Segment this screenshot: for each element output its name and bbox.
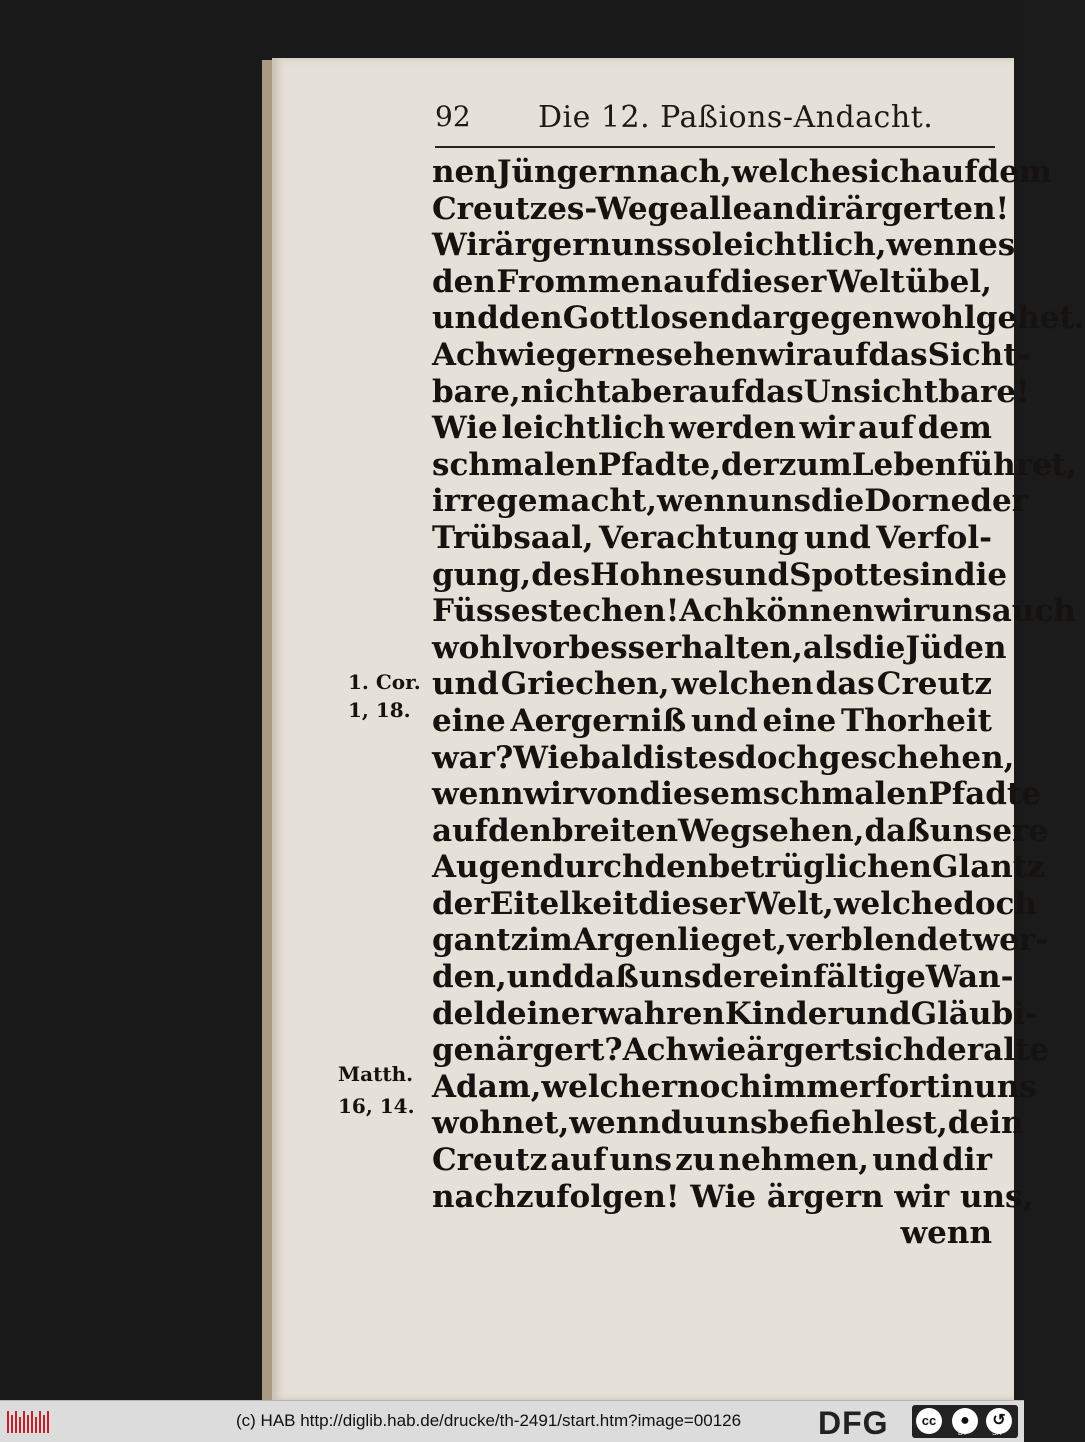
body-line: Füsse stechen! Ach können wir uns auch xyxy=(432,593,1076,630)
body-line: Adam, welcher noch immerfort in uns xyxy=(432,1068,1037,1105)
body-line: Creutzes-Wege alle an dir ärgerten! xyxy=(432,190,1010,227)
margin-note-matth-1: Matth. xyxy=(338,1062,414,1086)
body-line: den Frommen auf dieser Welt übel, xyxy=(432,263,992,300)
by-label: BY xyxy=(958,1430,968,1437)
body-line: eine Aergerniß und eine Thorheit xyxy=(432,702,992,739)
body-line: del deiner wahren Kinder und Gläubi- xyxy=(432,995,1038,1032)
running-head: Die 12. Paßions-Andacht. xyxy=(538,100,934,135)
catchword: wenn xyxy=(900,1215,992,1252)
body-line: der Eitelkeit dieser Welt, welche doch xyxy=(432,885,1037,922)
body-line: Augen durch den betrüglichen Glantz xyxy=(432,849,1045,886)
body-line: Ach wie gerne sehen wir auf das Sicht- xyxy=(432,336,1031,373)
body-line: wenn wir von diesem schmalen Pfadte xyxy=(432,776,1041,813)
share-alike-icon: ↺ xyxy=(986,1408,1012,1434)
body-line: wohnet, wenn du uns befiehlest, dein xyxy=(432,1105,1024,1142)
body-line: nachzufolgen! Wie ärgern wir uns, xyxy=(432,1178,1034,1215)
cc-icon: cc xyxy=(916,1408,942,1434)
body-line: Creutz auf uns zu nehmen, und dir xyxy=(432,1142,992,1179)
sa-label: SA xyxy=(992,1430,1002,1437)
body-line: den, und daß uns der einfältige Wan- xyxy=(432,959,1014,996)
body-line: gung, des Hohnes und Spottes in die xyxy=(432,556,1008,593)
body-line: und den Gottlosen dargegen wohl gehet. xyxy=(432,300,1085,337)
body-line: wohl vor besser halten, als die Jüden xyxy=(432,629,1007,666)
body-line: auf den breiten Weg sehen, daß unsere xyxy=(432,812,1049,849)
body-line: und Griechen, welchen das Creutz xyxy=(432,666,992,703)
by-person-icon: ● xyxy=(952,1408,978,1434)
book-page xyxy=(272,58,1085,1400)
body-text xyxy=(432,154,1085,1252)
body-line: war? Wie bald ist es doch geschehen, xyxy=(432,739,1015,776)
body-line: gen ärgert? Ach wie ärgert sich der alte xyxy=(432,1032,1050,1069)
dfg-logo: DFG xyxy=(818,1405,889,1441)
body-line: nen Jüngern nach, welche sich auf dem xyxy=(432,154,1052,190)
viewer-footer xyxy=(0,1400,1024,1442)
page-number: 92 xyxy=(435,100,471,133)
body-line: Wir ärgern uns so leichtlich, wenn es xyxy=(432,227,1016,264)
body-line: schmalen Pfadte, der zum Leben führet, xyxy=(432,446,1077,483)
body-line: Wie leichtlich werden wir auf dem xyxy=(432,410,992,447)
body-line: gantz im Argen lieget, verblendet wer- xyxy=(432,922,1049,959)
body-line: Trübsaal, Verachtung und Verfol- xyxy=(432,519,992,556)
margin-note-cor-1: 1. Cor. xyxy=(348,670,421,694)
hab-barcode-icon xyxy=(6,1409,50,1435)
cc-license-badge[interactable] xyxy=(912,1405,1018,1438)
margin-note-matth-2: 16, 14. xyxy=(338,1094,415,1118)
body-line: bare, nicht aber auf das Unsichtbare! xyxy=(432,373,1030,410)
footer-citation: (c) HAB http://diglib.hab.de/drucke/th-2491/start.htm?image=00126 xyxy=(236,1411,742,1430)
margin-note-cor-2: 1, 18. xyxy=(348,698,411,722)
body-line: irre gemacht, wenn uns die Dorne der xyxy=(432,483,1029,520)
header-rule xyxy=(435,146,995,148)
